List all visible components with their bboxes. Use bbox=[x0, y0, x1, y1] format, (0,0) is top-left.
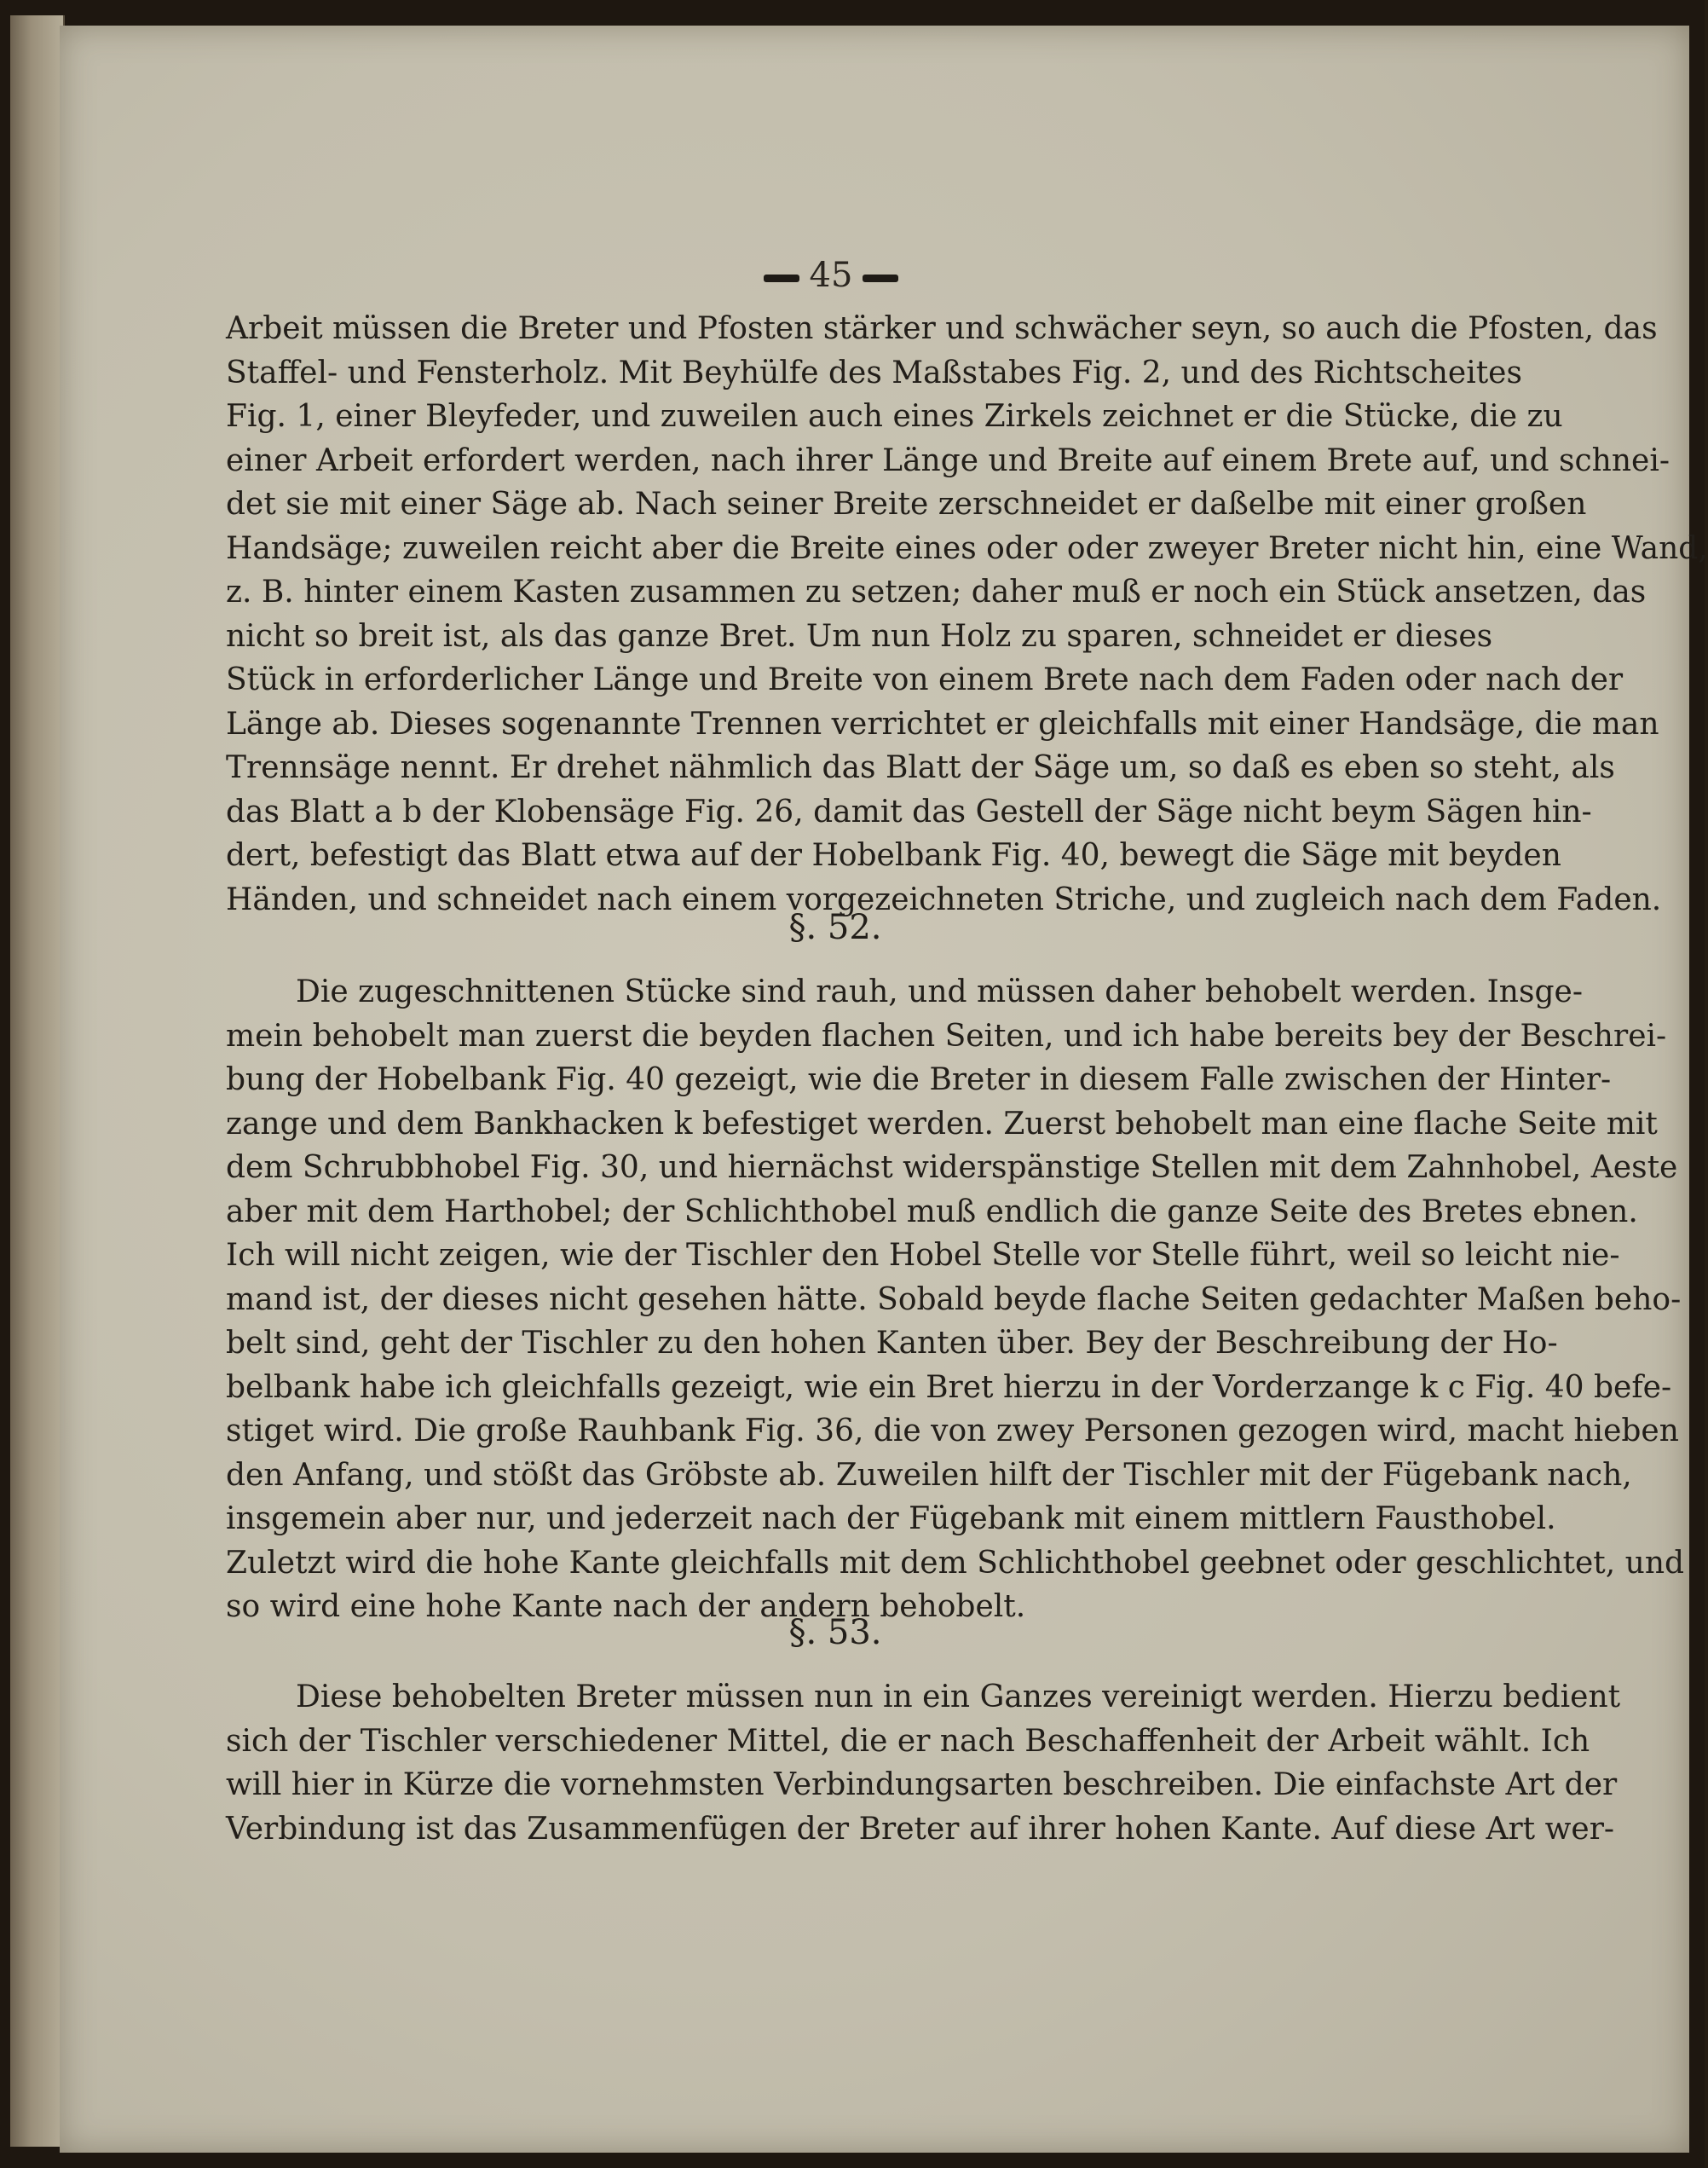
text-line: sich der Tischler verschiedener Mittel, die er nach Beschaffenheit der Arbeit wählt. Ich bbox=[226, 1723, 1590, 1759]
text-line: das Blatt a b der Klobensäge Fig. 26, damit das Gestell der Säge nicht beym Sägen hin- bbox=[226, 794, 1592, 830]
text-line: Fig. 1, einer Bleyfeder, und zuweilen auch eines Zirkels zeichnet er die Stücke, die zu bbox=[226, 399, 1563, 434]
text-line: aber mit dem Harthobel; der Schlichthobel muß endlich die ganze Seite des Bretes ebnen. bbox=[226, 1194, 1638, 1229]
text-line: so wird eine hohe Kante nach der andern behobelt. bbox=[226, 1589, 1026, 1624]
text-line: den Anfang, und stößt das Gröbste ab. Zuweilen hilft der Tischler mit der Fügebank nach, bbox=[226, 1457, 1632, 1493]
text-line: Handsäge; zuweilen reicht aber die Breite eines oder oder zweyer Breter nicht hin, eine Wand, bbox=[226, 530, 1708, 566]
page-number bbox=[733, 256, 929, 295]
text-line: det sie mit einer Säge ab. Nach seiner Breite zerschneidet er daßelbe mit einer großen bbox=[226, 487, 1587, 522]
text-line: Staffel- und Fensterholz. Mit Beyhülfe des Maßstabes Fig. 2, und des Richtscheites bbox=[226, 355, 1522, 390]
page-number-text: 45 bbox=[809, 256, 853, 295]
paragraph-2 bbox=[226, 970, 1685, 1629]
text-line: mand ist, der dieses nicht gesehen hätte. Sobald beyde flache Seiten gedachter Maßen beho- bbox=[226, 1281, 1682, 1317]
page-number-dash-right bbox=[863, 275, 898, 282]
text-line: Die zugeschnittenen Stücke sind rauh, und müssen daher behobelt werden. Insge- bbox=[296, 974, 1583, 1009]
text-line: z. B. hinter einem Kasten zusammen zu setzen; daher muß er noch ein Stück ansetzen, das bbox=[226, 575, 1647, 610]
previous-page-edge bbox=[10, 15, 65, 2147]
text-line: stiget wird. Die große Rauhbank Fig. 36, die von zwey Personen gezogen wird, macht hieben bbox=[226, 1414, 1679, 1448]
section-heading-52: §. 52. bbox=[788, 908, 882, 947]
text-line: Länge ab. Dieses sogenannte Trennen verrichtet er gleichfalls mit einer Handsäge, die man bbox=[226, 706, 1659, 742]
paragraph-3 bbox=[226, 1675, 1621, 1851]
text-line: Zuletzt wird die hohe Kante gleichfalls mit dem Schlichthobel geebnet oder geschlichtet, und bbox=[226, 1545, 1685, 1581]
text-line: Verbindung ist das Zusammenfügen der Breter auf ihrer hohen Kante. Auf diese Art wer- bbox=[226, 1811, 1615, 1847]
text-line: Arbeit müssen die Breter und Pfosten stärker und schwächer seyn, so auch die Pfosten, das bbox=[226, 311, 1658, 346]
text-line: Diese behobelten Breter müssen nun in ein Ganzes vereinigt werden. Hierzu bedient bbox=[296, 1679, 1621, 1714]
text-line: Trennsäge nennt. Er drehet nähmlich das Blatt der Säge um, so daß es eben so steht, als bbox=[226, 750, 1615, 785]
page-number-dash-left bbox=[764, 275, 799, 282]
text-line: nicht so breit ist, als das ganze Bret. Um nun Holz zu sparen, schneidet er dieses bbox=[226, 618, 1493, 654]
text-line: insgemein aber nur, und jederzeit nach der Fügebank mit einem mittlern Fausthobel. bbox=[226, 1501, 1556, 1536]
text-line: bung der Hobelbank Fig. 40 gezeigt, wie die Breter in diesem Falle zwischen der Hinter- bbox=[226, 1062, 1612, 1097]
text-line: zange und dem Bankhacken k befestiget werden. Zuerst behobelt man eine flache Seite mit bbox=[226, 1106, 1658, 1142]
book-page bbox=[60, 26, 1708, 2153]
text-line: will hier in Kürze die vornehmsten Verbindungsarten beschreiben. Die einfachste Art der bbox=[226, 1767, 1618, 1802]
text-line: Ich will nicht zeigen, wie der Tischler den Hobel Stelle vor Stelle führt, weil so leicht nie- bbox=[226, 1238, 1620, 1273]
text-line: belbank habe ich gleichfalls gezeigt, wie ein Bret hierzu in der Vorderzange k c Fig. 40 befe- bbox=[226, 1369, 1672, 1405]
text-line: dem Schrubbhobel Fig. 30, und hiernächst widerspänstige Stellen mit dem Zahnhobel, Aeste bbox=[226, 1150, 1678, 1185]
text-line: Händen, und schneidet nach einem vorgezeichneten Striche, und zugleich nach dem Faden. bbox=[226, 882, 1662, 917]
paragraph-1 bbox=[226, 307, 1708, 922]
text-line: einer Arbeit erfordert werden, nach ihrer Länge und Breite auf einem Brete auf, und schnei- bbox=[226, 442, 1670, 478]
text-line: mein behobelt man zuerst die beyden flachen Seiten, und ich habe bereits bey der Beschrei- bbox=[226, 1018, 1667, 1054]
text-line: belt sind, geht der Tischler zu den hohen Kanten über. Bey der Beschreibung der Ho- bbox=[226, 1326, 1558, 1361]
text-line: Stück in erforderlicher Länge und Breite von einem Brete nach dem Faden oder nach der bbox=[226, 662, 1624, 697]
text-line: dert, befestigt das Blatt etwa auf der Hobelbank Fig. 40, bewegt die Säge mit beyden bbox=[226, 838, 1561, 873]
section-heading-53: §. 53. bbox=[788, 1613, 882, 1652]
